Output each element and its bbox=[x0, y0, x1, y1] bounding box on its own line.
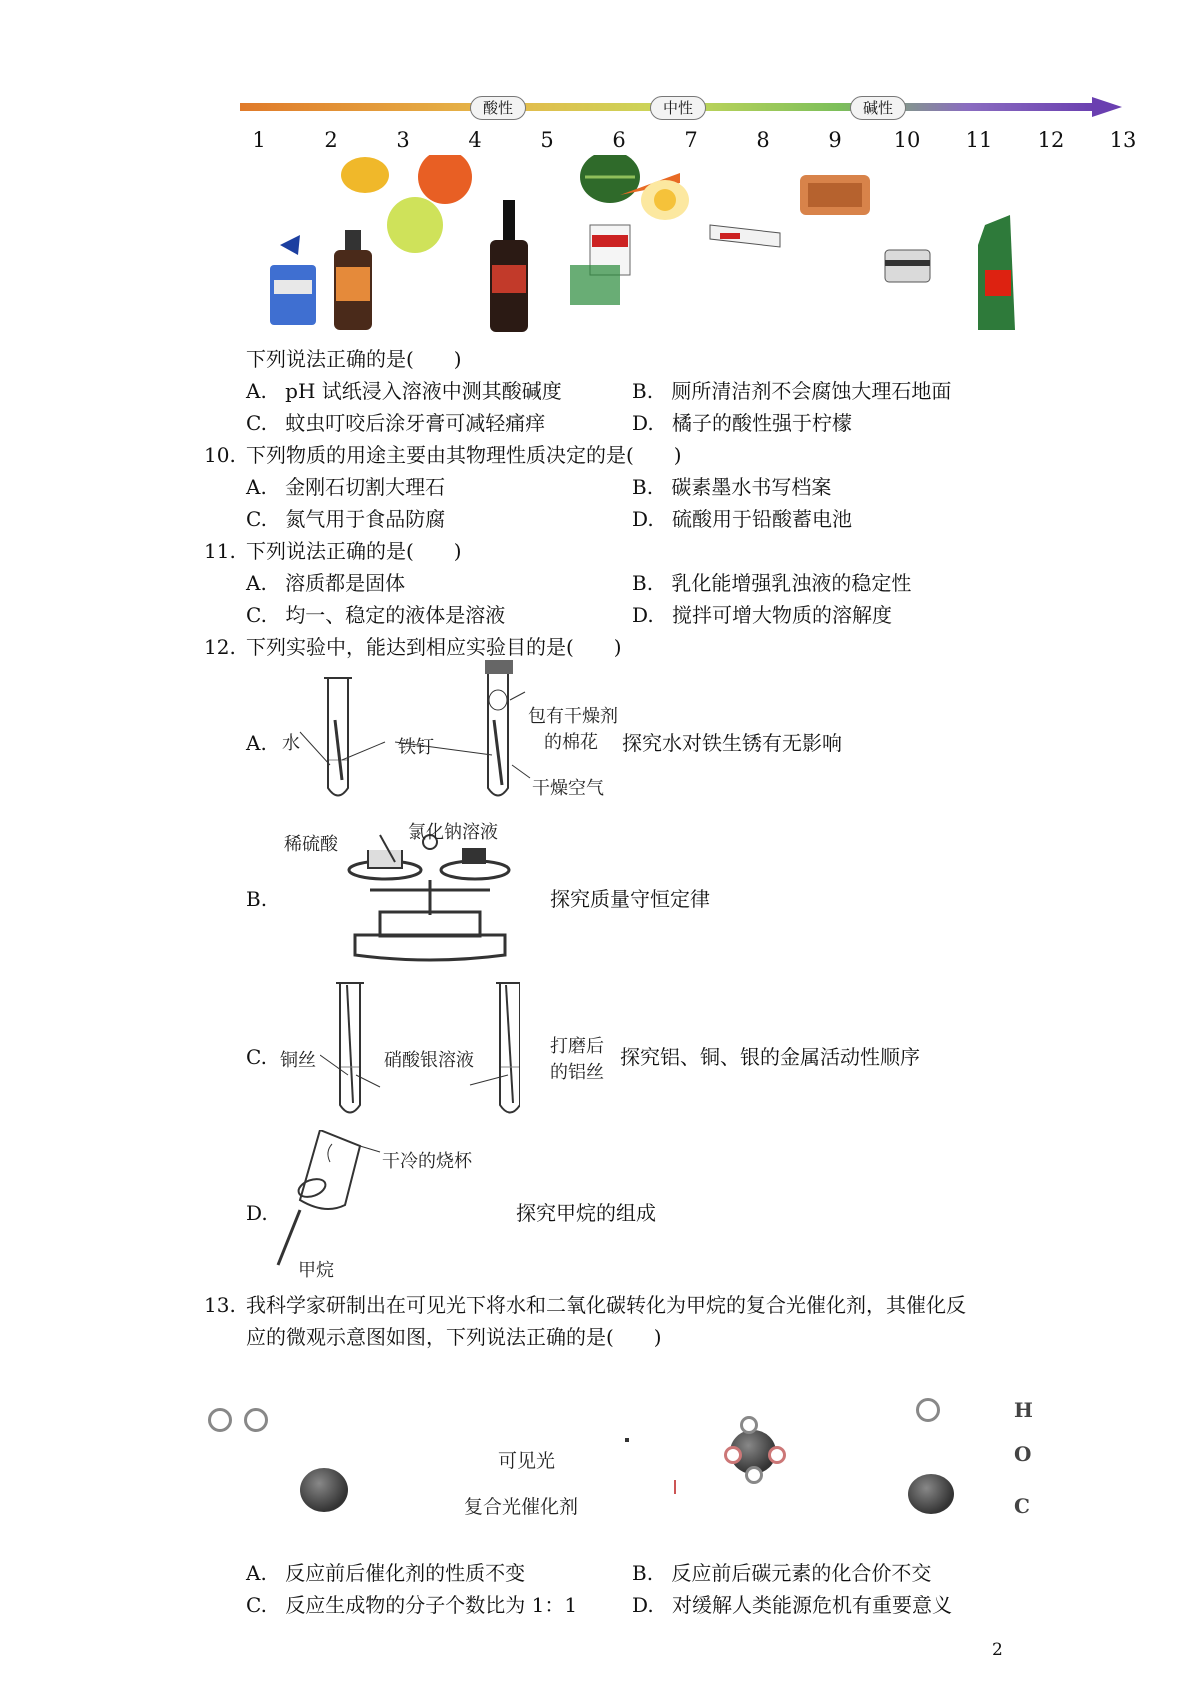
q12-a-label-cotton: 的棉花 bbox=[544, 732, 598, 753]
ph-tick: 8 bbox=[756, 128, 770, 152]
q10-option-c bbox=[246, 504, 445, 534]
q10-option-b bbox=[632, 472, 831, 502]
q12-option-c-key: C. bbox=[246, 1045, 267, 1069]
q11-option-c bbox=[246, 600, 505, 630]
ph-tick: 3 bbox=[396, 128, 410, 152]
option-key: B. bbox=[632, 379, 654, 403]
h-atom bbox=[208, 1408, 232, 1432]
q11-option-a bbox=[246, 568, 405, 598]
option-key: D. bbox=[632, 507, 654, 531]
q11-option-b bbox=[632, 568, 911, 598]
q12-option-d-key: D. bbox=[246, 1201, 268, 1225]
option-key: D. bbox=[632, 411, 654, 435]
q12-b-label-nacl: 氯化钠溶液 bbox=[408, 822, 498, 843]
ph-tick: 5 bbox=[540, 128, 554, 152]
q12-a-label-water: 水 bbox=[282, 733, 300, 754]
q12-option-b-key: B. bbox=[246, 887, 268, 911]
ph-tick: 13 bbox=[1109, 128, 1137, 152]
ph-tick: 10 bbox=[893, 128, 921, 152]
q12-d-label-methane: 甲烷 bbox=[298, 1260, 334, 1281]
option-text: 溶质都是固体 bbox=[285, 571, 406, 595]
q11-option-d bbox=[632, 600, 892, 630]
option-text: 碳素墨水书写档案 bbox=[671, 475, 832, 499]
h-atom bbox=[916, 1398, 940, 1422]
option-key: A. bbox=[246, 379, 267, 403]
h-atom bbox=[740, 1416, 758, 1434]
option-key: D. bbox=[632, 603, 654, 627]
q12-stem: 下列实验中，能达到相应实验目的是( ) bbox=[246, 635, 622, 659]
option-text: 金刚石切割大理石 bbox=[285, 475, 446, 499]
legend-c: C bbox=[1014, 1494, 1030, 1518]
option-key: A. bbox=[246, 571, 267, 595]
q9-stem: 下列说法正确的是( ) bbox=[246, 347, 462, 371]
option-text: 对缓解人类能源危机有重要意义 bbox=[672, 1593, 953, 1617]
q12-c-label-polished: 打磨后 bbox=[550, 1036, 604, 1057]
q13-option-a bbox=[246, 1558, 525, 1588]
option-key: C. bbox=[246, 411, 267, 435]
option-text: 硫酸用于铅酸蓄电池 bbox=[672, 507, 853, 531]
q13-option-c bbox=[246, 1590, 577, 1620]
ph-items-illustration bbox=[240, 155, 1140, 335]
option-text: 搅拌可增大物质的溶解度 bbox=[672, 603, 893, 627]
h-atom bbox=[724, 1446, 742, 1464]
zone-neutral: 中性 bbox=[650, 96, 706, 120]
h-atom bbox=[745, 1466, 763, 1484]
ph-tick: 7 bbox=[684, 128, 698, 152]
ph-tick: 11 bbox=[965, 128, 993, 152]
option-key: C. bbox=[246, 603, 267, 627]
ph-tick: 9 bbox=[828, 128, 842, 152]
q13-diagram bbox=[200, 1380, 1120, 1530]
option-key: D. bbox=[632, 1593, 654, 1617]
q9-option-a bbox=[246, 376, 562, 406]
q12-option-b-text: 探究质量守恒定律 bbox=[550, 887, 710, 911]
q12-a-label-nail: 铁钉 bbox=[398, 737, 434, 758]
q13-number: 13. bbox=[204, 1293, 236, 1317]
option-text: pH 试纸浸入溶液中测其酸碱度 bbox=[285, 379, 562, 403]
option-text: 反应前后碳元素的化合价不交 bbox=[671, 1561, 932, 1585]
c-atom bbox=[908, 1474, 954, 1514]
q11-number: 11. bbox=[204, 539, 236, 563]
option-text: 均一、稳定的液体是溶液 bbox=[285, 603, 506, 627]
mark bbox=[674, 1480, 676, 1494]
q10-option-a bbox=[246, 472, 445, 502]
arrow-dot bbox=[625, 1438, 629, 1442]
q10-stem: 下列物质的用途主要由其物理性质决定的是( ) bbox=[246, 443, 682, 467]
ph-tick: 2 bbox=[324, 128, 338, 152]
zone-base: 碱性 bbox=[850, 96, 906, 120]
q12-c-label-al-wire: 的铝丝 bbox=[550, 1062, 604, 1083]
h-atom bbox=[768, 1446, 786, 1464]
legend-h: H bbox=[1014, 1398, 1033, 1422]
option-key: C. bbox=[246, 507, 267, 531]
q13-option-b bbox=[632, 1558, 931, 1588]
condition-light: 可见光 bbox=[498, 1450, 556, 1472]
q13-stem-line1: 我科学家研制出在可见光下将水和二氧化碳转化为甲烷的复合光催化剂，其催化反 bbox=[246, 1293, 966, 1317]
q9-option-c bbox=[246, 408, 545, 438]
q12-option-a-key: A. bbox=[246, 731, 267, 755]
option-text: 反应前后催化剂的性质不变 bbox=[285, 1561, 526, 1585]
q12-c-label-agno3: 硝酸银溶液 bbox=[384, 1050, 474, 1071]
ph-tick: 12 bbox=[1037, 128, 1065, 152]
q12-option-a-text: 探究水对铁生锈有无影响 bbox=[622, 731, 842, 755]
q12-a-label-dry-air: 干燥空气 bbox=[532, 778, 604, 799]
option-key: A. bbox=[246, 1561, 267, 1585]
q12-option-c-text: 探究铝、铜、银的金属活动性顺序 bbox=[620, 1045, 920, 1069]
ph-tick: 4 bbox=[468, 128, 482, 152]
c-atom bbox=[300, 1468, 348, 1512]
q12-option-d-text: 探究甲烷的组成 bbox=[516, 1201, 656, 1225]
condition-catalyst: 复合光催化剂 bbox=[464, 1496, 579, 1518]
q13-stem-line2: 应的微观示意图如图，下列说法正确的是( ) bbox=[246, 1325, 662, 1349]
q9-option-b bbox=[632, 376, 951, 406]
q12-number: 12. bbox=[204, 635, 236, 659]
option-key: A. bbox=[246, 475, 267, 499]
zone-acid: 酸性 bbox=[470, 96, 526, 120]
q12-b-label-acid: 稀硫酸 bbox=[284, 834, 338, 855]
option-text: 氮气用于食品防腐 bbox=[285, 507, 446, 531]
option-key: B. bbox=[632, 475, 654, 499]
q12-a-label-desiccant: 包有干燥剂 bbox=[528, 706, 618, 727]
page-number: 2 bbox=[992, 1640, 1003, 1660]
option-text: 蚊虫叮咬后涂牙膏可减轻痛痒 bbox=[285, 411, 546, 435]
q9-option-d bbox=[632, 408, 852, 438]
ph-tick: 1 bbox=[252, 128, 266, 152]
option-text: 乳化能增强乳浊液的稳定性 bbox=[671, 571, 912, 595]
option-key: B. bbox=[632, 571, 654, 595]
legend-o: O bbox=[1014, 1442, 1032, 1466]
option-text: 厕所清洁剂不会腐蚀大理石地面 bbox=[671, 379, 952, 403]
q11-stem: 下列说法正确的是( ) bbox=[246, 539, 462, 563]
q10-option-d bbox=[632, 504, 852, 534]
option-key: C. bbox=[246, 1593, 267, 1617]
option-text: 橘子的酸性强于柠檬 bbox=[672, 411, 853, 435]
q12-d-label-beaker: 干冷的烧杯 bbox=[382, 1151, 472, 1172]
option-text: 反应生成物的分子个数比为 1：1 bbox=[285, 1593, 578, 1617]
q10-number: 10. bbox=[204, 443, 236, 467]
option-key: B. bbox=[632, 1561, 654, 1585]
ph-tick: 6 bbox=[612, 128, 626, 152]
h-atom bbox=[244, 1408, 268, 1432]
q12-c-label-copper: 铜丝 bbox=[280, 1050, 316, 1071]
q13-option-d bbox=[632, 1590, 952, 1620]
